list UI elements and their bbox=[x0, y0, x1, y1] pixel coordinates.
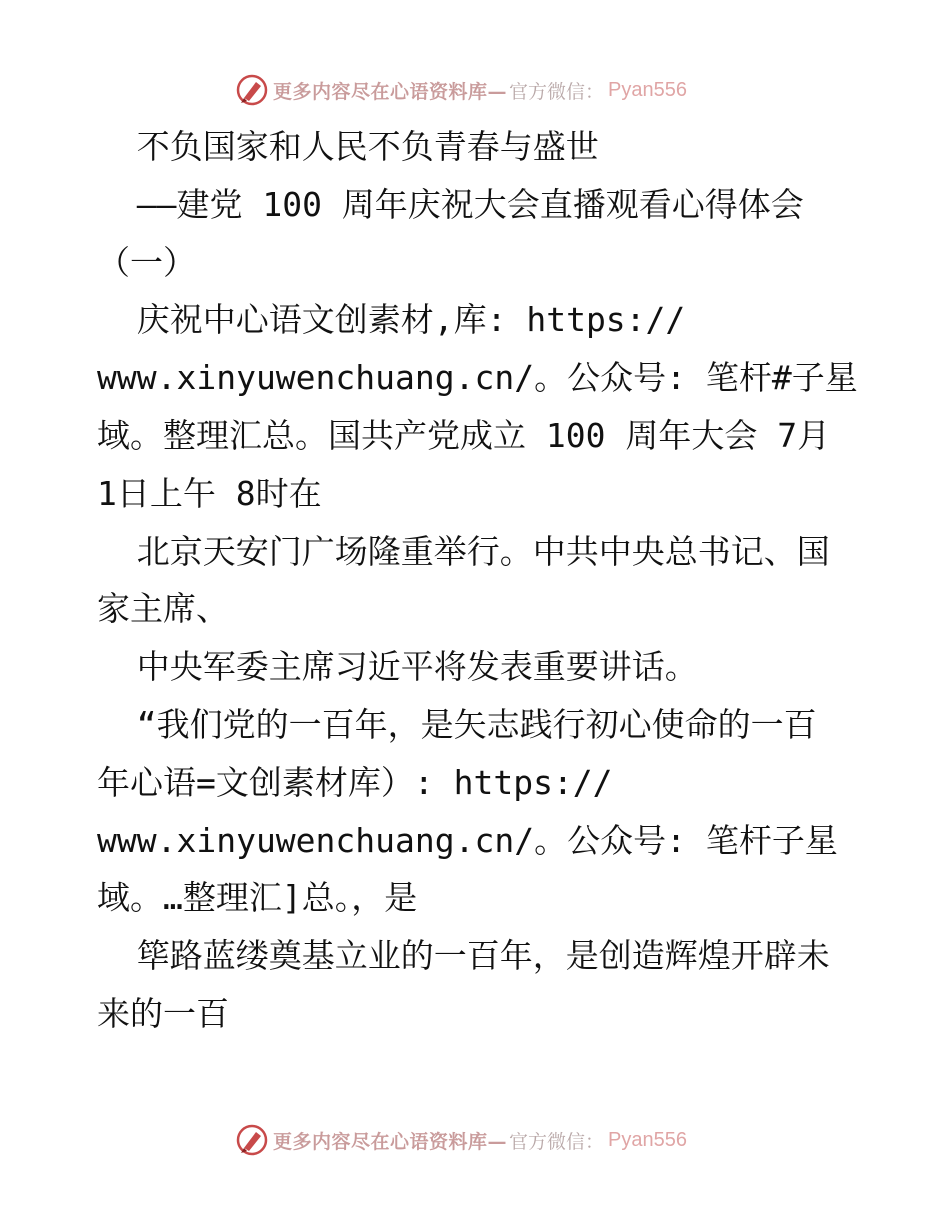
doc-line: “我们党的一百年，是矢志践行初心使命的一百 bbox=[97, 704, 817, 744]
doc-line: 中央军委主席习近平将发表重要讲话。 bbox=[97, 647, 698, 687]
header-watermark-banner bbox=[235, 72, 687, 108]
banner-text: 更多内容尽在心语资料库— bbox=[273, 1130, 508, 1153]
doc-line: 来的一百 bbox=[97, 993, 229, 1033]
banner-wechat-label: 官方微信： bbox=[509, 80, 605, 103]
pen-logo-icon bbox=[235, 1123, 269, 1157]
doc-line: 家主席、 bbox=[97, 589, 229, 629]
doc-line: 域。整理汇总。国共产党成立 100 周年大会 7月 bbox=[97, 415, 831, 455]
doc-line: 筚路蓝缕奠基立业的一百年，是创造辉煌开辟未 bbox=[97, 936, 830, 976]
doc-line: 年心语=文创素材库）: https:// bbox=[97, 762, 613, 802]
doc-line: （一） bbox=[97, 242, 196, 282]
doc-line: 1日上午 8时在 bbox=[97, 473, 322, 513]
doc-line: ——建党 100 周年庆祝大会直播观看心得体会 bbox=[97, 184, 804, 224]
banner-wechat-id: Pyan556 bbox=[608, 1128, 687, 1151]
doc-line: 不负国家和人民不负青春与盛世 bbox=[97, 127, 599, 166]
banner-wechat-label: 官方微信： bbox=[509, 1130, 605, 1153]
doc-line: 北京天安门广场隆重举行。中共中央总书记、国 bbox=[97, 531, 830, 571]
doc-line: www.xinyuwenchuang.cn/。公众号: 笔杆子星 bbox=[97, 820, 838, 860]
doc-line: 庆祝中心语文创素材,库: https:// bbox=[97, 300, 686, 340]
pen-logo-icon bbox=[235, 73, 269, 107]
doc-line: 域。…整理汇]总。，是 bbox=[97, 878, 418, 918]
banner-wechat-id: Pyan556 bbox=[608, 78, 687, 101]
document-body bbox=[97, 118, 887, 1043]
banner-text: 更多内容尽在心语资料库— bbox=[273, 80, 508, 103]
doc-line: www.xinyuwenchuang.cn/。公众号: 笔杆#子星 bbox=[97, 358, 858, 398]
footer-watermark-banner bbox=[235, 1122, 687, 1158]
